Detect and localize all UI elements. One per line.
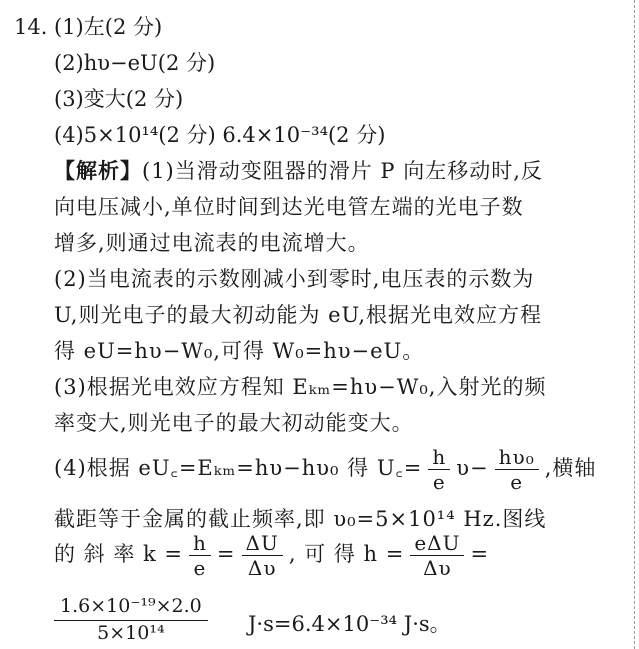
p4-l3-mid: , 可 得 h =: [288, 542, 405, 566]
frac5-num: eΔU: [410, 531, 464, 556]
analysis-p1-l2: 向电压减小,单位时间到达光电管左端的光电子数: [54, 195, 524, 219]
final-denominator: 5×10¹⁴: [97, 622, 165, 644]
answer-3: (3)变大(2 分): [54, 87, 184, 111]
eq-sign-2: =: [470, 542, 490, 566]
fraction-h-over-e-2: [189, 531, 211, 580]
frac4-den: Δυ: [247, 556, 277, 580]
analysis-p4-l3: [54, 528, 489, 580]
analysis-p3-l1: (3)根据光电效应方程知 Eₖₘ=hυ−W₀,入射光的频: [54, 375, 547, 399]
analysis-p4-l1: [54, 442, 596, 494]
frac2-den: e: [510, 470, 524, 494]
fraction-edU-over-dv: [410, 531, 464, 580]
frac5-den: Δυ: [423, 556, 452, 580]
p4-prefix: (4)根据 eU꜀=Eₖₘ=hυ−hυ₀ 得 U꜀=: [54, 456, 423, 480]
analysis-p1-l3: 增多,则通过电流表的电流增大。: [54, 231, 370, 255]
frac4-num: ΔU: [242, 531, 283, 556]
analysis-p3-l2: 率变大,则光电子的最大初动能变大。: [54, 411, 414, 435]
p4-suffix: ,横轴: [544, 456, 597, 480]
frac1-den: e: [432, 470, 446, 494]
final-result: J·s=6.4×10⁻³⁴ J·s。: [248, 612, 451, 636]
analysis-p2-l3: 得 eU=hυ−W₀,可得 W₀=hυ−eU。: [54, 339, 425, 363]
fraction-hv0-over-e: [495, 445, 539, 494]
dashed-margin-line: [634, 0, 635, 649]
analysis-p1-l1: (1)当滑动变阻器的滑片 P 向左移动时,反: [142, 159, 543, 183]
analysis-p4-l2: 截距等于金属的截止频率,即 υ₀=5×10¹⁴ Hz.图线: [54, 507, 547, 531]
fraction-h-over-e: [428, 445, 450, 494]
fraction-dU-over-dv: [242, 531, 283, 580]
eq-sign-1: =: [216, 542, 236, 566]
analysis-line-1: [54, 158, 543, 184]
answer-4: (4)5×10¹⁴(2 分) 6.4×10⁻³⁴(2 分): [54, 123, 386, 147]
analysis-p2-l1: (2)当电流表的示数刚减小到零时,电压表的示数为: [54, 267, 535, 291]
answer-1: (1)左(2 分): [54, 15, 163, 39]
p4-l3-prefix: 的 斜 率 k =: [54, 542, 184, 566]
frac3-num: h: [189, 531, 211, 556]
frac1-num: h: [428, 445, 450, 470]
final-numerator: 1.6×10⁻¹⁹×2.0: [54, 594, 208, 621]
question-number: 14.: [14, 15, 48, 39]
answer-2: (2)hυ−eU(2 分): [54, 51, 216, 75]
analysis-label: 【解析】: [54, 158, 142, 183]
frac2-num: hυ₀: [495, 445, 539, 470]
frac3-den: e: [193, 556, 207, 580]
p4-mid: υ−: [456, 456, 489, 480]
final-fraction: [54, 594, 208, 645]
analysis-p2-l2: U,则光电子的最大初动能为 eU,根据光电效应方程: [54, 303, 542, 327]
